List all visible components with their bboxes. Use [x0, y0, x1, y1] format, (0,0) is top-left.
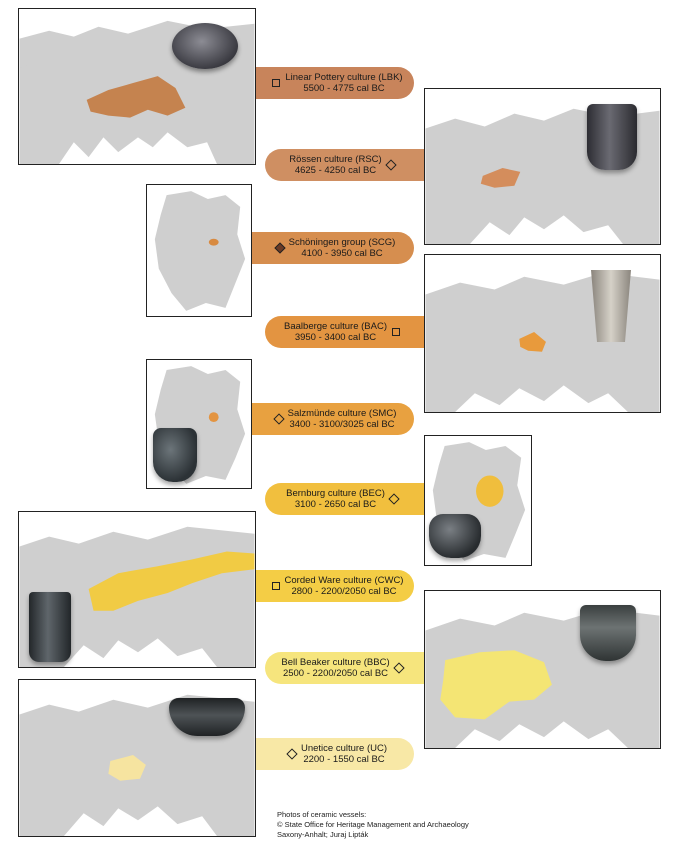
culture-dates: 2200 - 1550 cal BC [303, 754, 385, 765]
culture-dates: 4100 - 3950 cal BC [301, 248, 383, 259]
vessel-photo-cwc [29, 592, 71, 662]
culture-label-cwc [256, 570, 414, 602]
culture-label-bac [265, 316, 424, 348]
culture-name: Corded Ware culture (CWC) [284, 575, 404, 586]
culture-dates: 4625 - 4250 cal BC [294, 165, 377, 176]
culture-name: Baalberge culture (BAC) [284, 321, 387, 332]
filled-diamond-symbol-icon [274, 242, 285, 253]
culture-dates: 5500 - 4775 cal BC [303, 83, 385, 94]
square-symbol-icon [392, 328, 400, 336]
culture-label-uc [256, 738, 414, 770]
square-symbol-icon [272, 79, 280, 87]
diamond-symbol-icon [388, 493, 399, 504]
vessel-photo-uc [169, 698, 245, 736]
square-symbol-icon [272, 582, 280, 590]
culture-dates: 3950 - 3400 cal BC [294, 332, 377, 343]
diamond-symbol-icon [385, 159, 396, 170]
map-panel-smc [146, 359, 252, 489]
smc-distribution-area [209, 412, 219, 422]
culture-label-bec [265, 483, 424, 515]
map-panel-bbc [424, 590, 661, 749]
scg-distribution-area [209, 239, 219, 246]
culture-label-bbc [265, 652, 424, 684]
diamond-symbol-icon [393, 662, 404, 673]
culture-name: Salzmünde culture (SMC) [287, 408, 397, 419]
germany-map-scg [147, 185, 251, 316]
vessel-photo-rsc [587, 104, 637, 170]
vessel-photo-bac [591, 270, 631, 342]
culture-label-scg [252, 232, 414, 264]
map-panel-cwc [18, 511, 256, 668]
culture-name: Schöningen group (SCG) [288, 237, 396, 248]
credit-line-2: © State Office for Heritage Management and Archaeology [277, 820, 469, 829]
map-panel-uc [18, 679, 256, 837]
culture-name: Linear Pottery culture (LBK) [285, 72, 403, 83]
map-panel-scg [146, 184, 252, 317]
culture-name: Rössen culture (RSC) [289, 154, 382, 165]
credit-line-1: Photos of ceramic vessels: [277, 810, 367, 819]
credit-line-3: Saxony-Anhalt; Juraj Lipták [277, 830, 369, 839]
culture-dates: 3100 - 2650 cal BC [294, 499, 377, 510]
culture-label-smc [252, 403, 414, 435]
diamond-symbol-icon [286, 748, 297, 759]
photo-credit [277, 810, 469, 840]
vessel-photo-bbc [580, 605, 636, 661]
culture-dates: 2800 - 2200/2050 cal BC [291, 586, 397, 597]
bec-distribution-area [476, 475, 503, 506]
culture-dates: 3400 - 3100/3025 cal BC [289, 419, 395, 430]
culture-label-rsc [265, 149, 424, 181]
culture-name: Bernburg culture (BEC) [286, 488, 385, 499]
culture-name: Unetice culture (UC) [300, 743, 388, 754]
vessel-photo-lbk [172, 23, 238, 69]
culture-name: Bell Beaker culture (BBC) [281, 657, 390, 668]
vessel-photo-bec [429, 514, 481, 558]
vessel-photo-smc [153, 428, 197, 482]
culture-label-lbk [256, 67, 414, 99]
map-panel-bec [424, 435, 532, 566]
diamond-symbol-icon [273, 413, 284, 424]
map-panel-lbk [18, 8, 256, 165]
map-panel-bac [424, 254, 661, 413]
map-panel-rsc [424, 88, 661, 245]
culture-dates: 2500 - 2200/2050 cal BC [282, 668, 389, 679]
